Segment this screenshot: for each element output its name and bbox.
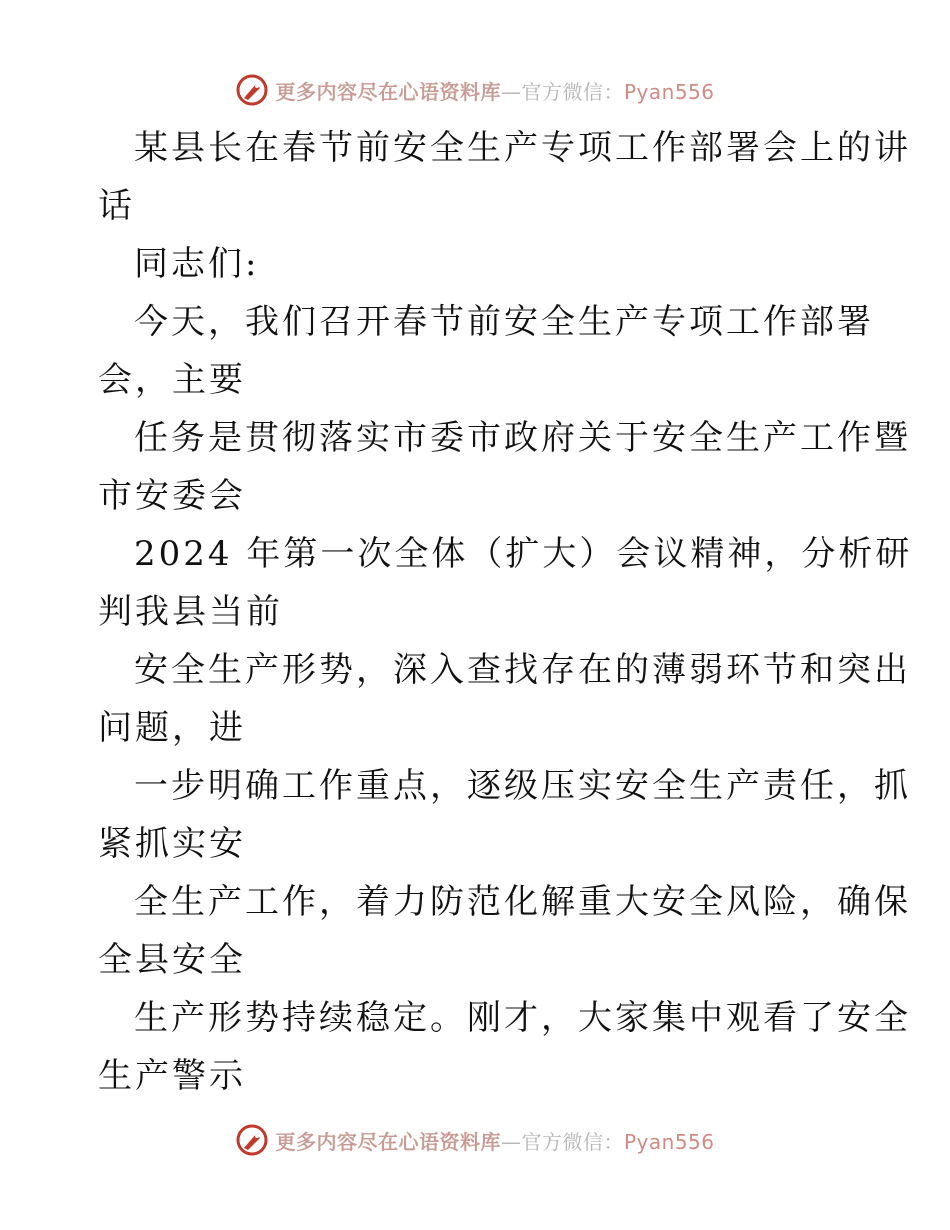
watermark-wechat-label: 官方微信：	[521, 1129, 624, 1154]
pen-nib-logo-icon	[235, 1123, 269, 1157]
paragraph-line: 安全生产形势，深入查找存在的薄弱环节和突出	[134, 650, 911, 690]
watermark-site-name: 更多内容尽在心语资料库	[275, 79, 501, 104]
paragraph-line: 任务是贯彻落实市委市政府关于安全生产工作暨	[134, 418, 911, 458]
paragraph-line: 全县安全	[98, 940, 246, 980]
paragraph-line: 判我县当前	[98, 592, 283, 632]
paragraph-line: 今天，我们召开春节前安全生产专项工作部署	[134, 302, 874, 342]
watermark-dash: —	[500, 79, 522, 104]
paragraph-line: 会，主要	[98, 360, 246, 400]
watermark-wechat-id: Pyan556	[623, 79, 715, 104]
paragraph-line: 紧抓实安	[98, 824, 246, 864]
document-title: 某县长在春节前安全生产专项工作部署会上的讲	[134, 128, 911, 168]
watermark-site-name: 更多内容尽在心语资料库	[275, 1129, 501, 1154]
footer-watermark	[0, 1120, 950, 1160]
paragraph-line: 一步明确工作重点，逐级压实安全生产责任，抓	[134, 766, 911, 806]
watermark-wechat-id: Pyan556	[623, 1129, 715, 1154]
paragraph-line: 生产警示	[98, 1056, 246, 1096]
paragraph-line: 生产形势持续稳定。刚才，大家集中观看了安全	[134, 998, 911, 1038]
paragraph-line: 问题，进	[98, 708, 246, 748]
salutation: 同志们:	[134, 244, 260, 284]
paragraph-line: 全生产工作，着力防范化解重大安全风险，确保	[134, 882, 911, 922]
document-title-continued: 话	[98, 186, 135, 226]
watermark-dash: —	[500, 1129, 522, 1154]
pen-nib-logo-icon	[235, 73, 269, 107]
paragraph-line: 2024 年第一次全体（扩大）会议精神，分析研	[134, 534, 913, 574]
watermark-wechat-label: 官方微信：	[521, 79, 624, 104]
header-watermark	[0, 70, 950, 110]
paragraph-line: 市安委会	[98, 476, 246, 516]
